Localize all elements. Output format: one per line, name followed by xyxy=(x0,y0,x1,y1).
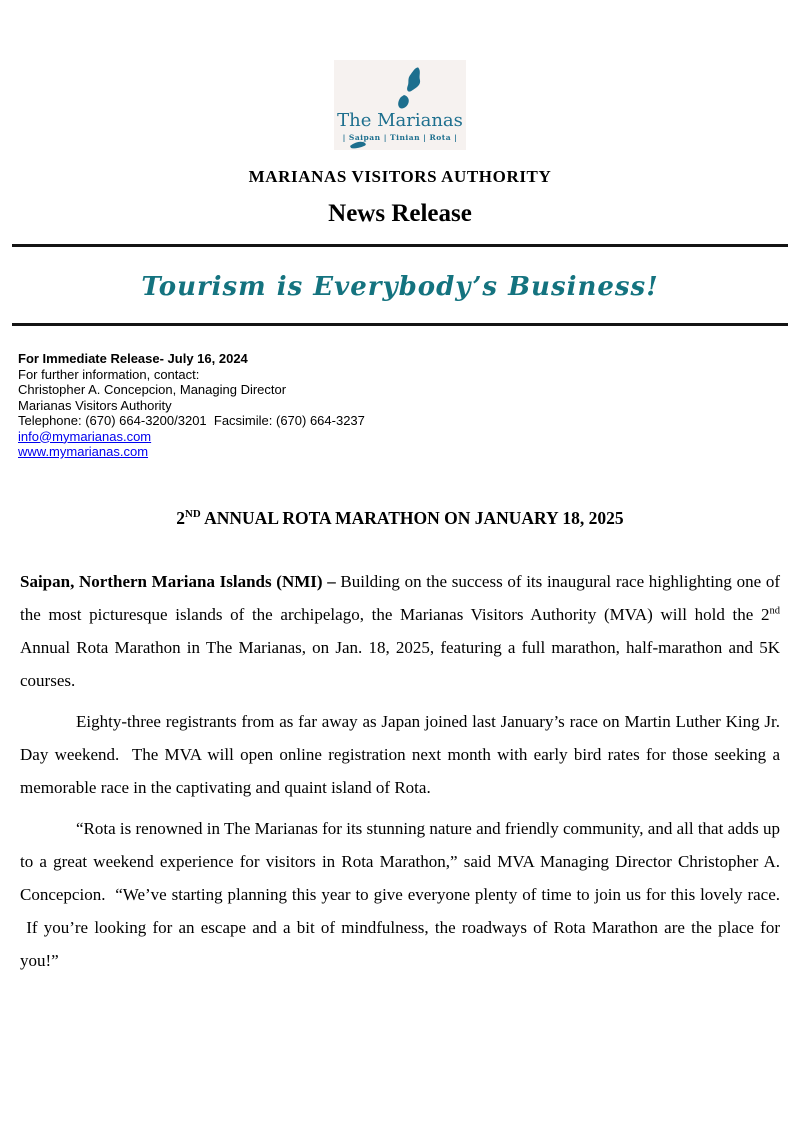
release-headline xyxy=(0,508,800,529)
paragraph-1-text-b: Annual Rota Marathon in The Marianas, on Jan. 18, 2025, featuring a full marathon, half-marathon and 5K courses. xyxy=(20,637,780,690)
logo-wordmark: The Marianas xyxy=(337,110,463,131)
contact-block xyxy=(18,351,800,460)
tagline: Tourism is Everybody’s Business! xyxy=(141,272,659,302)
rota-island-icon xyxy=(348,140,368,149)
paragraph-1-ordinal: nd xyxy=(769,604,780,616)
website-link[interactable]: www.mymarianas.com xyxy=(18,444,149,459)
email-link[interactable]: info@mymarianas.com xyxy=(18,428,152,444)
organization-name: MARIANAS VISITORS AUTHORITY xyxy=(248,167,552,186)
contact-org-line: Marianas Visitors Authority xyxy=(18,397,172,413)
paragraph-2: Eighty-three registrants from as far away as Japan joined last January’s race on Martin Luther King Jr. Day weekend. The MVA will open online registration next month with early bird rates for those seeking a memorable race in the captivating and quaint island of Rota. xyxy=(20,711,780,797)
saipan-tinian-islands-icon xyxy=(394,65,430,113)
contact-name-line: Christopher A. Concepcion, Managing Director xyxy=(18,382,287,397)
contact-intro-line: For further information, contact: xyxy=(18,366,200,382)
headline-number: 2 xyxy=(176,507,186,528)
document-type-heading: News Release xyxy=(328,200,472,227)
paragraph-1-text-a: Building on the success of its inaugural race highlighting one of the most picturesque islands of the archipelago, the Marianas Visitors Authority (MVA) will hold the 2 xyxy=(20,571,780,624)
divider-rule-bottom xyxy=(12,323,788,326)
release-body xyxy=(20,565,780,977)
headline-text: ANNUAL ROTA MARATHON ON JANUARY 18, 2025 xyxy=(200,507,624,528)
divider-rule-top xyxy=(12,244,788,247)
marianas-logo xyxy=(334,60,466,150)
release-date-line: For Immediate Release- July 16, 2024 xyxy=(18,351,248,366)
headline-ordinal: ND xyxy=(185,507,201,520)
phone-fax-line: Telephone: (670) 664-3200/3201 Facsimile: (670) 664-3237 xyxy=(18,413,365,428)
paragraph-1 xyxy=(20,565,780,697)
logo-islands-label: | Saipan | Tinian | Rota | xyxy=(342,133,458,142)
dateline: Saipan, Northern Mariana Islands (NMI) – xyxy=(20,571,336,591)
paragraph-3: “Rota is renowned in The Marianas for its stunning nature and friendly community, and all that adds up to a great weekend experience for visitors in Rota Marathon,” said MVA Managing Director Christopher A. Concepcion. “We’ve starting planning this year to give everyone plenty of time to join us for this lovely race. If you’re looking for an escape and a bit of mindfulness, the roadways of Rota Marathon are the place for you!” xyxy=(20,818,780,970)
